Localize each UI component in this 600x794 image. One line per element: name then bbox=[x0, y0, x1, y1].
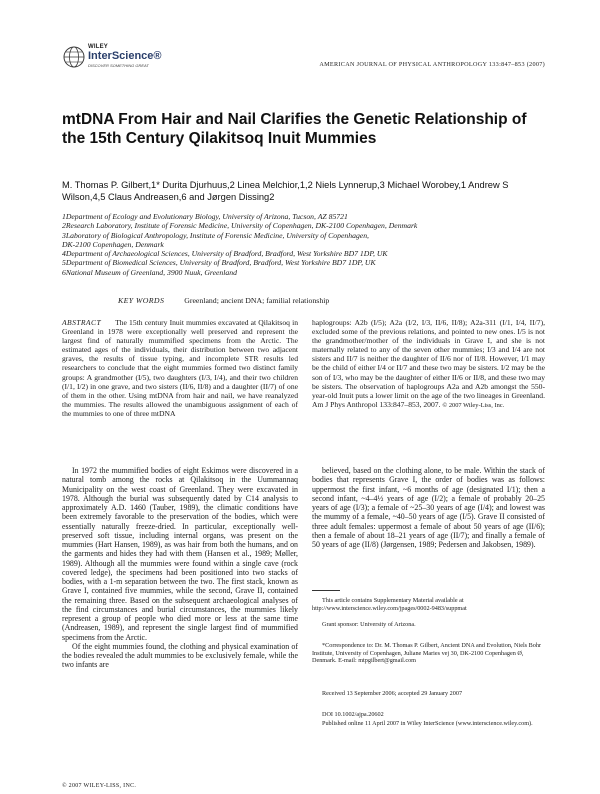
footnote-published bbox=[312, 720, 545, 728]
footnote-text: Received 13 September 2006; accepted 29 January 2007 bbox=[322, 690, 463, 697]
journal-header: AMERICAN JOURNAL OF PHYSICAL ANTHROPOLOGY 133:847–853 (2007) bbox=[319, 61, 545, 68]
affiliations bbox=[62, 212, 542, 277]
affiliation-2: 2Research Laboratory, Institute of Forensic Medicine, University of Copenhagen, DK-2100 Copenhagen, Denmark bbox=[62, 221, 418, 231]
article-title: mtDNA From Hair and Nail Clarifies the Genetic Relationship of the 15th Century Qilakitsoq Inuit Mummies bbox=[62, 111, 527, 147]
footnote-text: Published online 11 April 2007 in Wiley InterScience (www.interscience.wiley.com). bbox=[322, 720, 533, 727]
abstract-column-2 bbox=[312, 318, 545, 410]
footnote-text: DOI 10.1002/ajpa.20602 bbox=[322, 711, 384, 718]
body-column-1 bbox=[62, 466, 298, 670]
wiley-interscience-logo bbox=[62, 42, 172, 72]
interscience-globe-icon bbox=[62, 44, 86, 70]
footnote-received bbox=[312, 690, 545, 698]
affiliation-6: 6National Museum of Greenland, 3900 Nuuk, Greenland bbox=[62, 267, 237, 277]
footnote-correspondence bbox=[312, 642, 545, 665]
footnote-text: *Correspondence to: Dr. M. Thomas P. Gilbert, Ancient DNA and Evolution, Niels Bohr Institute, University of Copenhagen, Juliane Maries vej 30, DK-2100 Copenhagen Ø, Denmark. E-mail: mtpgilbert@gmail.com bbox=[312, 642, 541, 665]
body-paragraph: believed, based on the clothing alone, to be male. Within the stack of bodies that represents Grave I, the order of bodies was as follows: uppermost the first infant, ~6 months of age (designated I/1); then a second infant, ~4–4½ years of age (I/2); a female of probably 20–25 years of age (I/3); a female of ~25–30 years of age (I/4); and lowest was the mummy of a female, ~40–50 years of age (I/5). Grave II consisted of three adult females: uppermost a female of about 50 years of age (II/6); then a female of about 18–21 years of age (II/7); and finally a female of 50 years of age (II/8) (Jørgensen, 1989; Pedersen and Jakobsen, 1989). bbox=[312, 466, 545, 549]
footnote-grant bbox=[312, 621, 545, 629]
footnote-text: Grant sponsor: University of Arizona. bbox=[322, 621, 416, 628]
affiliation-1: 1Department of Ecology and Evolutionary Biology, University of Arizona, Tucson, AZ 85721 bbox=[62, 212, 348, 221]
affiliation-5: 5Department of Biomedical Sciences, University of Bradford, Bradford, West Yorkshire BD7 1DP, UK bbox=[62, 258, 376, 268]
affiliation-3: 3Laboratory of Biological Anthropology, Institute of Forensic Medicine, University of Copenhagen, bbox=[62, 230, 369, 240]
logo-publisher: WILEY bbox=[88, 44, 108, 50]
body-column-2 bbox=[312, 466, 545, 549]
body-paragraph: In 1972 the mummified bodies of eight Eskimos were discovered in a natural tomb among the rocks at Qilakitsoq in the Uummannaq Municipality on the west coast of Greenland. They were excavated in 1978. Although the burial was subsequently dated by C14 analysis to approximately A.D. 1460 (Tauber, 1989), the climatic conditions have been extremely favorable to the preservation of the bodies, which were essentially naturally freeze-dried. In particular, exceptionally well-preserved soft tissue, including internal organs, was present on the mummies (Hart Hansen, 1989), as was hair from both the humans, and on the garments and hides they had with them (Hansen et al., 1989; Møller, 1989). Although all the mummies were found within a single cave (rock covered ledge), the specimens had been positioned into two stacks of bodies, with a 1-m separation between the two. The first stack, known as Grave I, contained five mummies, while the second, Grave II, contained the remaining three. Based on the subsequent archaeological analyses of the find circumstances and burial circumstances, the mummies likely represent a group of people who died more or less at the same time (Andreasen, 1989), and represent the single largest find of mummified specimens from the Arctic. bbox=[62, 466, 298, 642]
footnote-text: This article contains Supplementary Material available at http://www.interscience.wiley.com/jpages/0002-9483/suppmat bbox=[312, 597, 467, 612]
affiliation-4: 4Department of Archaeological Sciences, University of Bradford, Bradford, West Yorkshire BD7 1DP, UK bbox=[62, 249, 388, 259]
body-paragraph: Of the eight mummies found, the clothing and physical examination of the bodies revealed the adult mummies to be exclusively female, while the two infants are bbox=[62, 641, 298, 670]
logo-tagline: DISCOVER SOMETHING GREAT bbox=[88, 63, 149, 68]
footnote-supplementary bbox=[312, 597, 545, 612]
logo-name: InterScience® bbox=[88, 50, 162, 62]
keywords bbox=[118, 296, 518, 305]
author-list: M. Thomas P. Gilbert,1* Durita Djurhuus,2 Linea Melchior,1,2 Niels Lynnerup,3 Michael Worobey,1 Andrew S Wilson,4,5 Claus Andreasen,6 and Jørgen Dissing2 bbox=[62, 180, 509, 202]
footnote-rule bbox=[312, 590, 340, 591]
affiliation-3-cont: DK-2100 Copenhagen, Denmark bbox=[62, 239, 164, 249]
abstract-text-2: haplogroups: A2b (I/5); A2a (I/2, I/3, II/6, II/8); A2a-311 (I/1, I/4, II/7), excluded some of the previous relations, and pointed to new ones. I/5 is not the grandmother/mother of the individuals in Grave I, and she is not maternally related to any of the seven other mummies; I/3 and I/4 are not sisters and II/7 is neither the daughter of II/6 nor of II/8. However, I/1 may be the child of either I/4 or II/7 and these two may be sisters. I/2 may be the son of I/3, who may be the daughter of either II/6 or II/8, and these two may be sisters. The observation of haplogroups A2a and A2b amongst the 550-year-old Inuit puts a lower limit on the age of the two lineages in Greenland. Am J Phys Anthropol 133:847–853, 2007. bbox=[312, 318, 545, 409]
keywords-label: KEY WORDS bbox=[118, 296, 165, 305]
footnote-doi bbox=[312, 711, 545, 719]
page-copyright: © 2007 WILEY-LISS, INC. bbox=[62, 783, 137, 789]
abstract-text-1: The 15th century Inuit mummies excavated at Qilakitsoq in Greenland in 1978 were exceptionally well preserved and represent the largest find of naturally mummified specimens from the Arctic. The estimated ages of the individuals, their distribution between two adjacent graves, the results of tissue typing, and incomplete STR results led researchers to conclude that the eight mummies formed two distinct family groups: A grandmother (I/5), two daughters (I/3, I/4), and their two children (I/1, I/2) in one grave, and two sisters (II/6, II/8) and a daughter (II/7) of one of them in the other. Using mtDNA from hair and nail, we have reanalyzed the mummies. The results allowed the unambiguous assignment of each of the mummies to one of three mtDNA bbox=[62, 318, 298, 418]
abstract-label: ABSTRACT bbox=[62, 318, 102, 327]
abstract-column-1 bbox=[62, 318, 298, 418]
keywords-text: Greenland; ancient DNA; familial relationship bbox=[184, 296, 330, 305]
abstract-copyright: © 2007 Wiley-Liss, Inc. bbox=[442, 401, 505, 409]
